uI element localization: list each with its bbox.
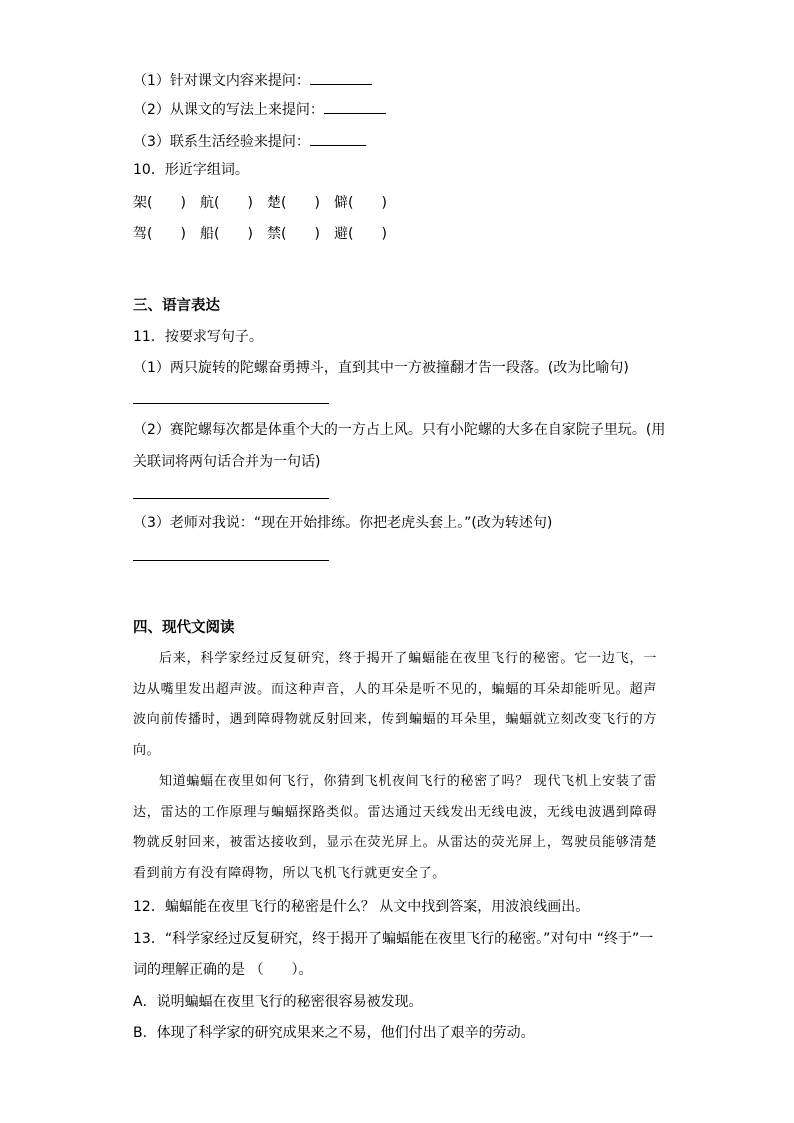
answer-blank[interactable]	[310, 70, 372, 85]
answer-line[interactable]	[133, 498, 329, 499]
answer-blank[interactable]	[324, 99, 386, 114]
q11-sentence-1: （1）两只旋转的陀螺奋勇搏斗，直到其中一方被撞翻才告一段落。(改为比喻句)	[133, 360, 629, 376]
q11-sentence-3: （3）老师对我说：“现在开始排练。你把老虎头套上。”(改为转述句)	[133, 515, 553, 531]
q13-option-b[interactable]: B．体现了科学家的研究成果来之不易，他们付出了艰辛的劳动。	[133, 1025, 535, 1041]
q9-item-2: （2）从课文的写法上来提问：	[133, 99, 386, 120]
q9-item-1: （1）针对课文内容来提问：	[133, 70, 372, 91]
q13-line-2: 词的理解正确的是 （ ）。	[133, 962, 313, 978]
answer-blank[interactable]	[310, 131, 366, 146]
q12: 12．蝙蝠能在夜里飞行的秘密是什么？ 从文中找到答案，用波浪线画出。	[133, 899, 590, 915]
q11-title: 11．按要求写句子。	[133, 329, 263, 345]
answer-line[interactable]	[133, 403, 329, 404]
passage-paragraph-2: 知道蝙蝠在夜里如何飞行，你猜到飞机夜间飞行的秘密了吗？ 现代飞机上安装了雷达，雷达的工作原理与蝙蝠探路类似。雷达通过天线发出无线电波，无线电波遇到障碍物就反射回来，被雷达接收到，显示在荧光屏上。从雷达的荧光屏上，驾驶员能够清楚看到前方有没有障碍物，所以飞机飞行就更安全了。	[133, 774, 657, 881]
q11-sentence-2-line-2: 关联词将两句话合并为一句话)	[133, 454, 321, 470]
q10-title: 10．形近字组词。	[133, 162, 249, 178]
word-cell[interactable]: 禁( )	[267, 226, 320, 242]
word-cell[interactable]: 航( )	[200, 195, 253, 211]
q13-line-1: 13．“科学家经过反复研究，终于揭开了蝙蝠能在夜里飞行的秘密。”对句中 “终于”一	[133, 931, 654, 947]
passage-paragraph-1: 后来，科学家经过反复研究，终于揭开了蝙蝠能在夜里飞行的秘密。它一边飞，一边从嘴里发出超声波。而这种声音，人的耳朵是听不见的，蝙蝠的耳朵却能听见。超声波向前传播时，遇到障碍物就反射回来，传到蝙蝠的耳朵里，蝙蝠就立刻改变飞行的方向。	[133, 651, 657, 758]
q10-row-2	[133, 223, 401, 243]
q11-sentence-2-line-1: （2）赛陀螺每次都是体重个大的一方占上风。只有小陀螺的大多在自家院子里玩。(用	[133, 422, 666, 438]
section-3-heading: 三、语言表达	[133, 298, 220, 314]
word-cell[interactable]: 避( )	[334, 226, 387, 242]
word-cell[interactable]: 架( )	[133, 195, 186, 211]
word-cell[interactable]: 楚( )	[267, 195, 320, 211]
q10-row-1	[133, 192, 401, 212]
word-cell[interactable]: 僻( )	[334, 195, 387, 211]
q9-item-3: （3）联系生活经验来提问：	[133, 131, 366, 152]
q13-option-a[interactable]: A．说明蝙蝠在夜里飞行的秘密很容易被发现。	[133, 994, 423, 1010]
section-4-heading: 四、现代文阅读	[133, 620, 235, 636]
word-cell[interactable]: 船( )	[200, 226, 253, 242]
answer-line[interactable]	[133, 560, 329, 561]
word-cell[interactable]: 驾( )	[133, 226, 186, 242]
